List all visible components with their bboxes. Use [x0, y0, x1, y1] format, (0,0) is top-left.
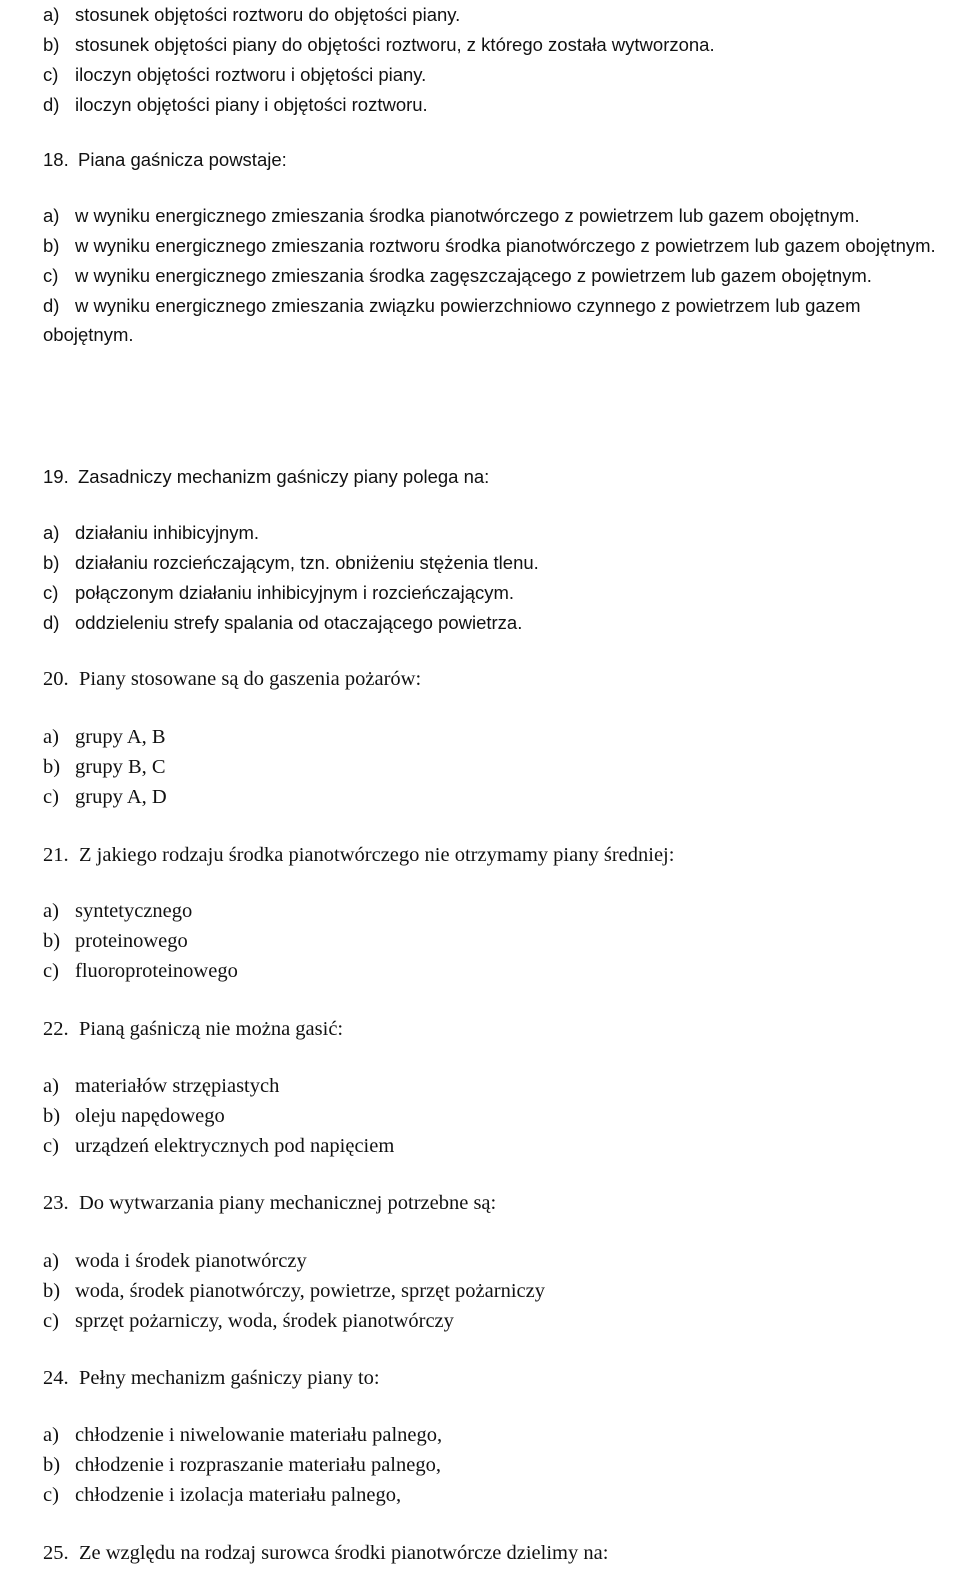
question-number: 20.: [43, 668, 69, 690]
question-24-options: [43, 1420, 955, 1510]
option-letter: a): [43, 900, 59, 922]
option-c: [43, 578, 955, 608]
option-letter: d): [43, 94, 60, 115]
option-text: woda i środek pianotwórczy: [75, 1250, 307, 1272]
question-18-options: [43, 201, 955, 349]
question-number: 25.: [43, 1542, 69, 1564]
option-b: [43, 926, 955, 956]
option-a: [43, 1246, 955, 1276]
option-text: w wyniku energicznego zmieszania środka zagęszczającego z powietrzem lub gazem obojętnym.: [75, 265, 872, 286]
option-text: urządzeń elektrycznych pod napięciem: [75, 1135, 395, 1157]
option-b: [43, 752, 955, 782]
question-24: [43, 1363, 955, 1393]
option-letter: b): [43, 34, 60, 55]
option-letter: b): [43, 552, 60, 573]
option-text: stosunek objętości roztworu do objętości piany.: [75, 4, 461, 25]
question-22: [43, 1014, 955, 1044]
option-text: działaniu rozcieńczającym, tzn. obniżeniu stężenia tlenu.: [75, 552, 539, 573]
option-letter: b): [43, 756, 61, 778]
option-letter: c): [43, 786, 59, 808]
option-letter: c): [43, 1135, 59, 1157]
option-letter: b): [43, 1105, 61, 1127]
option-d: [43, 90, 955, 120]
question-20: [43, 664, 955, 694]
option-letter: a): [43, 1250, 59, 1272]
option-a: [43, 518, 955, 548]
option-text: w wyniku energicznego zmieszania roztworu środka pianotwórczego z powietrzem lub gazem obojętnym.: [75, 235, 936, 256]
option-a: [43, 896, 955, 926]
question-text: Pianą gaśniczą nie można gasić:: [79, 1018, 344, 1040]
option-text: sprzęt pożarniczy, woda, środek pianotwórczy: [75, 1310, 454, 1332]
question-number: 22.: [43, 1018, 69, 1040]
option-text: chłodzenie i rozpraszanie materiału palnego,: [75, 1454, 441, 1476]
option-c: [43, 1306, 955, 1336]
option-letter: b): [43, 930, 61, 952]
option-text: grupy A, B: [75, 726, 166, 748]
question-number: 23.: [43, 1192, 69, 1214]
option-text: połączonym działaniu inhibicyjnym i rozcieńczającym.: [75, 582, 515, 603]
option-letter: b): [43, 1280, 61, 1302]
option-b: [43, 30, 955, 60]
option-text: proteinowego: [75, 930, 188, 952]
question-number: 18.: [43, 149, 69, 170]
option-letter: b): [43, 1454, 61, 1476]
option-letter: d): [43, 295, 60, 316]
option-text: oleju napędowego: [75, 1105, 225, 1127]
prev-question-options: [43, 0, 955, 120]
option-b: [43, 1101, 955, 1131]
option-b: [43, 1276, 955, 1306]
option-text: chłodzenie i niwelowanie materiału palnego,: [75, 1424, 443, 1446]
option-letter: c): [43, 582, 59, 603]
question-text: Zasadniczy mechanizm gaśniczy piany polega na:: [78, 466, 490, 487]
option-a: [43, 722, 955, 752]
option-text: w wyniku energicznego zmieszania środka pianotwórczego z powietrzem lub gazem obojętnym.: [75, 205, 860, 226]
option-letter: c): [43, 265, 59, 286]
option-letter: c): [43, 1484, 59, 1506]
question-25: [43, 1538, 955, 1568]
option-letter: a): [43, 726, 59, 748]
option-text: woda, środek pianotwórczy, powietrze, sprzęt pożarniczy: [75, 1280, 545, 1302]
option-text: w wyniku energicznego zmieszania związku powierzchniowo czynnego z powietrzem lub gazem obojętnym.: [43, 295, 861, 345]
option-c: [43, 956, 955, 986]
option-b: [43, 1450, 955, 1480]
option-text: fluoroproteinowego: [75, 960, 238, 982]
option-c: [43, 1131, 955, 1161]
option-letter: a): [43, 4, 60, 25]
option-c: [43, 261, 955, 291]
option-letter: c): [43, 64, 59, 85]
question-23: [43, 1188, 955, 1218]
question-text: Do wytwarzania piany mechanicznej potrzebne są:: [79, 1192, 497, 1214]
question-text: Z jakiego rodzaju środka pianotwórczego nie otrzymamy piany średniej:: [79, 844, 675, 866]
option-letter: a): [43, 522, 60, 543]
option-a: [43, 0, 955, 30]
option-letter: b): [43, 235, 60, 256]
question-22-options: [43, 1071, 955, 1161]
question-23-options: [43, 1246, 955, 1336]
option-letter: c): [43, 1310, 59, 1332]
question-18: [43, 145, 955, 175]
option-letter: a): [43, 1075, 59, 1097]
option-text: oddzieleniu strefy spalania od otaczającego powietrza.: [75, 612, 523, 633]
option-text: syntetycznego: [75, 900, 193, 922]
question-20-options: [43, 722, 955, 812]
option-c: [43, 782, 955, 812]
question-text: Piany stosowane są do gaszenia pożarów:: [79, 668, 422, 690]
option-b: [43, 231, 955, 261]
question-text: Pełny mechanizm gaśniczy piany to:: [79, 1367, 380, 1389]
question-19: [43, 462, 955, 492]
option-letter: c): [43, 960, 59, 982]
option-text: iloczyn objętości piany i objętości roztworu.: [75, 94, 428, 115]
option-text: iloczyn objętości roztworu i objętości piany.: [75, 64, 427, 85]
option-text: grupy B, C: [75, 756, 166, 778]
option-text: materiałów strzępiastych: [75, 1075, 280, 1097]
question-number: 21.: [43, 844, 69, 866]
option-text: grupy A, D: [75, 786, 167, 808]
option-text: działaniu inhibicyjnym.: [75, 522, 260, 543]
question-number: 19.: [43, 466, 69, 487]
question-21: [43, 840, 955, 870]
option-c: [43, 60, 955, 90]
question-number: 24.: [43, 1367, 69, 1389]
option-d: [43, 608, 955, 638]
option-text: chłodzenie i izolacja materiału palnego,: [75, 1484, 402, 1506]
option-a: [43, 1071, 955, 1101]
question-21-options: [43, 896, 955, 986]
option-a: [43, 1420, 955, 1450]
question-text: Piana gaśnicza powstaje:: [78, 149, 287, 170]
option-letter: a): [43, 1424, 59, 1446]
question-19-options: [43, 518, 955, 638]
option-b: [43, 548, 955, 578]
option-c: [43, 1480, 955, 1510]
question-text: Ze względu na rodzaj surowca środki pianotwórcze dzielimy na:: [79, 1542, 609, 1564]
option-a: [43, 201, 955, 231]
option-letter: d): [43, 612, 60, 633]
option-letter: a): [43, 205, 60, 226]
option-text: stosunek objętości piany do objętości roztworu, z którego została wytworzona.: [75, 34, 715, 55]
option-d: [43, 291, 955, 349]
